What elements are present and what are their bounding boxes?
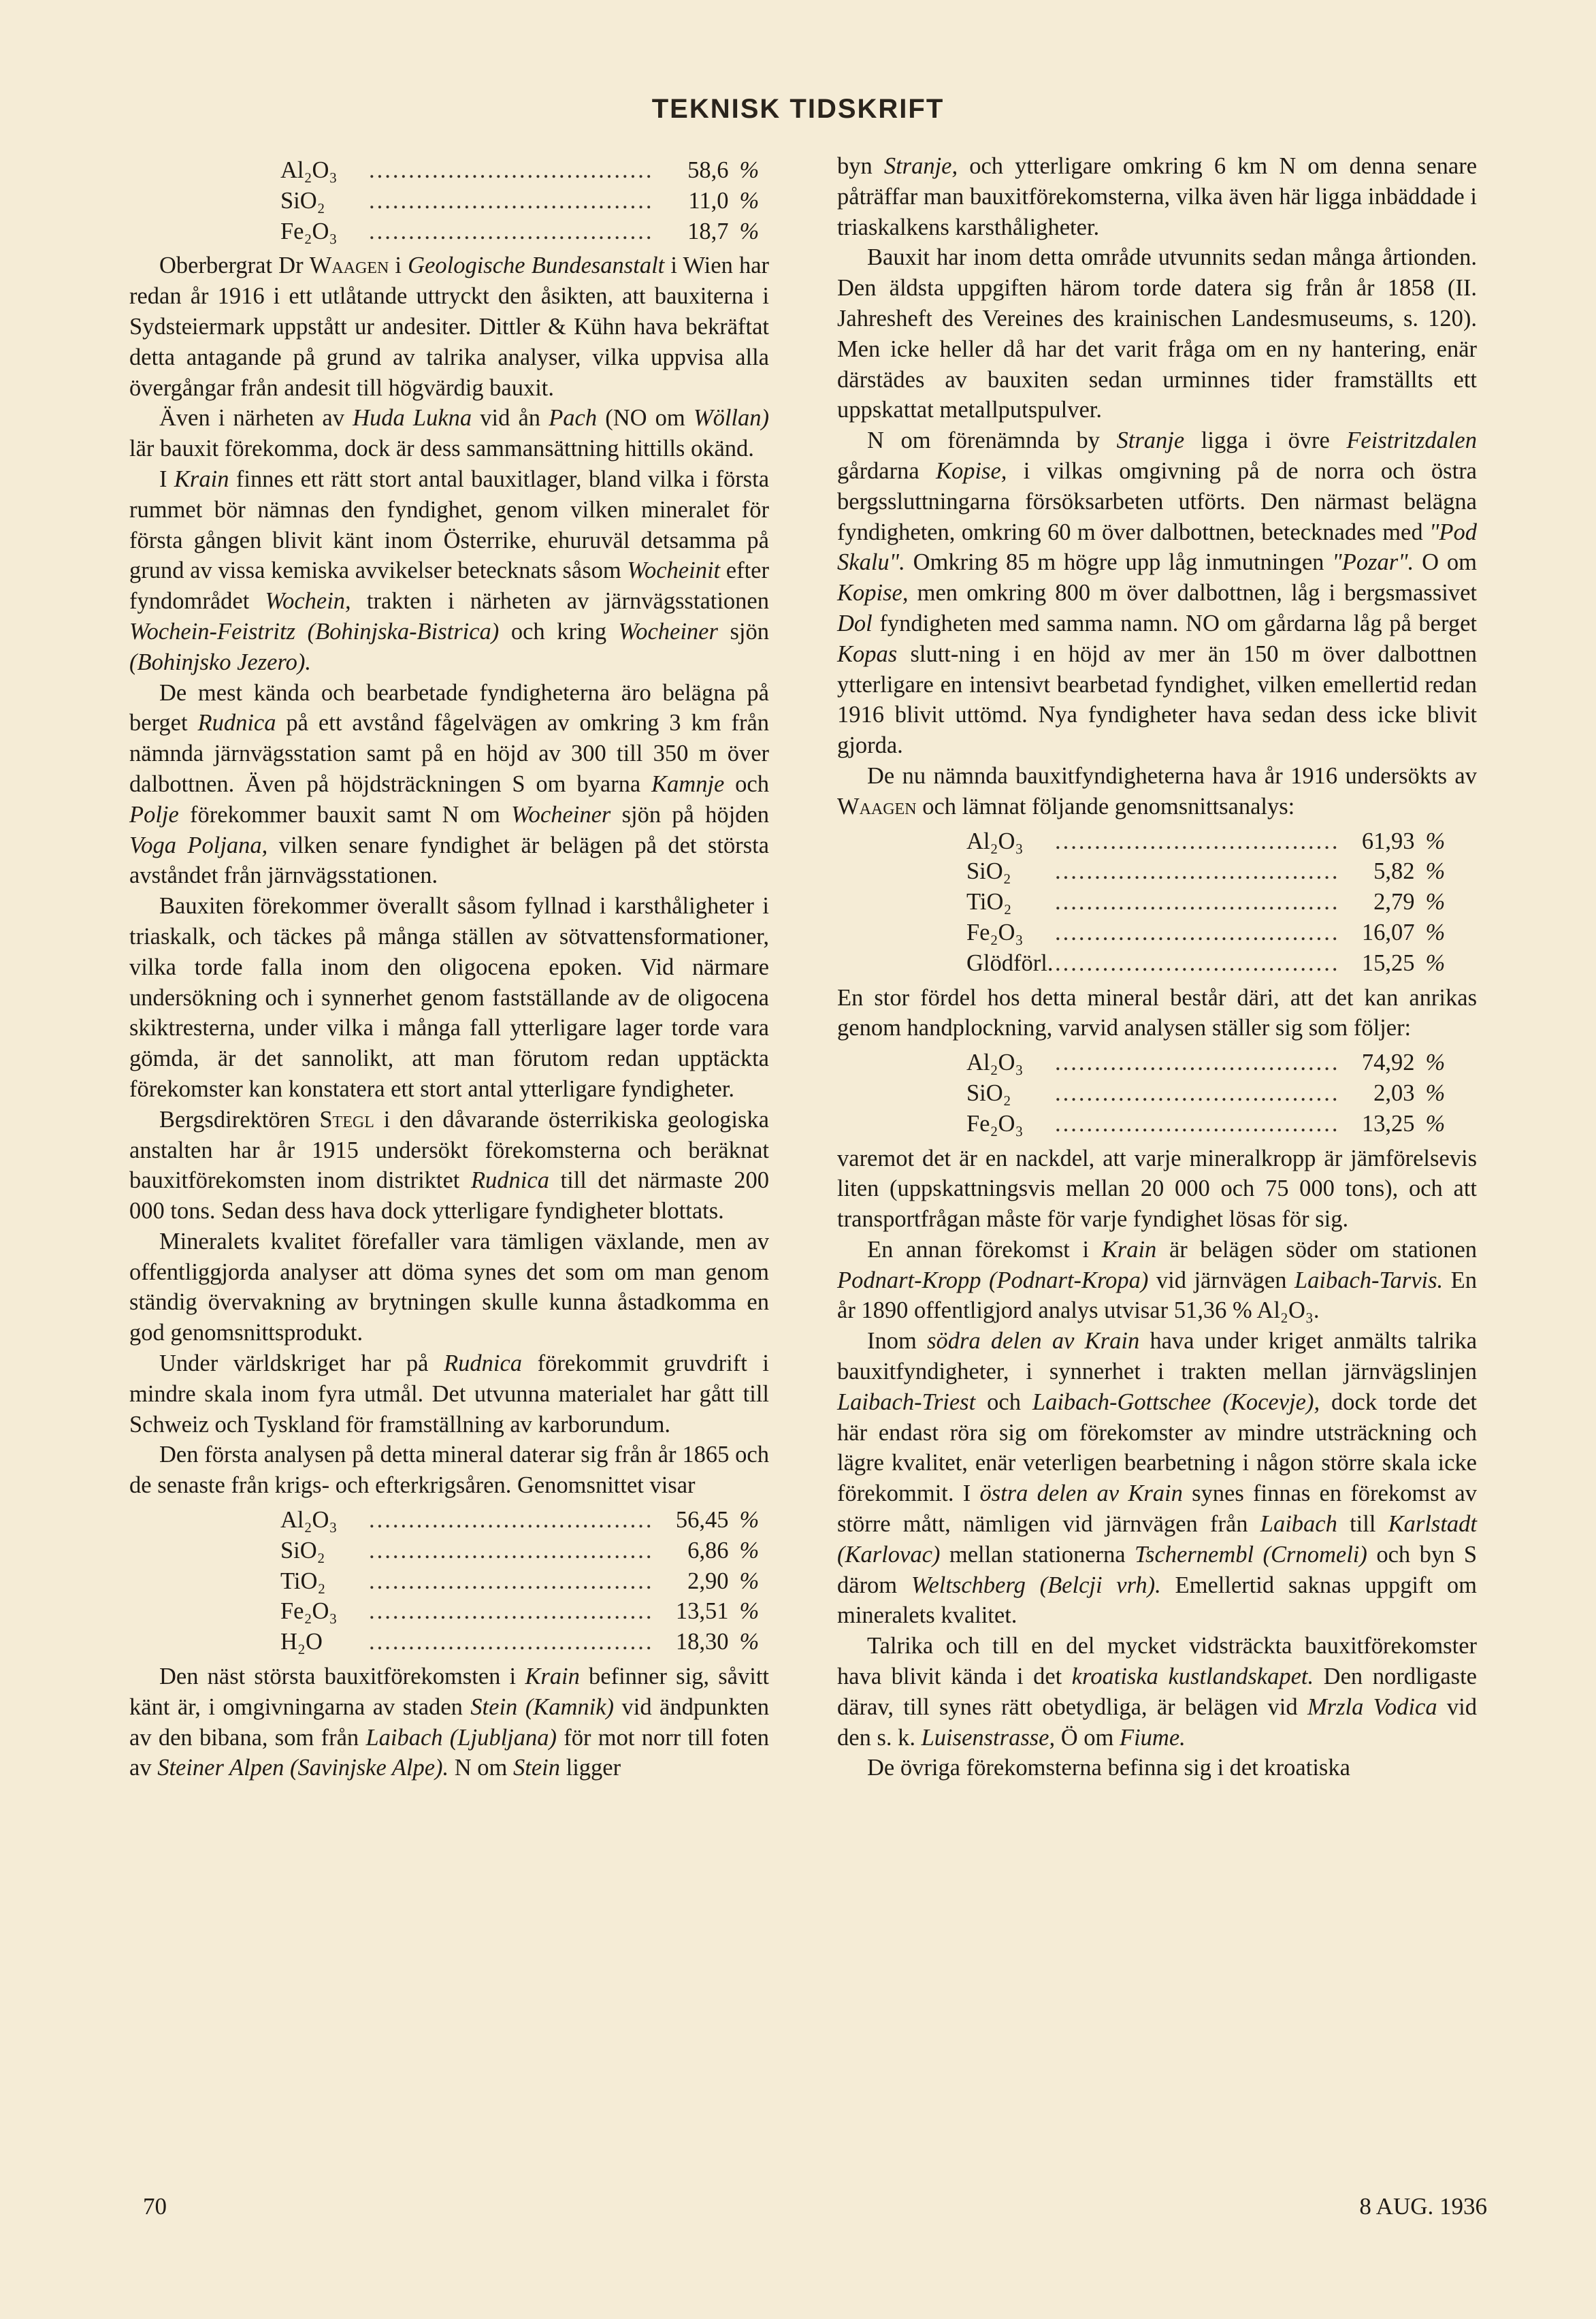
paragraph-karst-occurrence: Bauxiten förekommer överallt såsom fyllnad i karsthåligheter i triaskalk, och täckes på många ställen av sötvattensformationer, vilka torde falla inom den oligocena epoken. Vid närmare undersökning och i synnerhet genom fastställande av de oligocena skiktresterna, under vilka i många fall ytterligare lager torde vara gömda, är det sannolikt, att man förutom redan upptäckta förekomster kan konstatera ett stort antal ytterligare fyndigheter. [129, 893, 769, 1102]
analysis-row [280, 216, 767, 247]
analysis-row [966, 1109, 1453, 1139]
paragraph-stegl-estimate: Bergsdirektören Stegl i den dåvarande österrikiska geologiska anstalten har år 1915 undersökt förekomsterna och beräknat bauxitförekomsten inom distriktet Rudnica till det närmaste 200 000 tons. Sedan dess hava dock ytterligare fyndigheter blottats. [129, 1106, 769, 1225]
leader-dots [1055, 1078, 1340, 1109]
compound-label: Al₂O₃ [966, 1050, 1024, 1076]
analysis-row [966, 887, 1453, 918]
analysis-value: 2,03 [1373, 1080, 1415, 1106]
percent-unit: % [1425, 858, 1446, 885]
leader-dots [369, 1566, 654, 1597]
analysis-row [966, 826, 1453, 857]
paragraph-feistritz-kopise: N om förenämnda by Stranje ligga i övre Feistritzdalen gårdarna Kopise, i vilkas omgivning på de norra och östra bergssluttningarna försöksarbeten utförts. Den närmast belägna fyndigheten, omkring 60 m över dalbottnen, betecknades med "Pod Skalu". Omkring 85 m högre upp låg inmutningen "Pozar". O om Kopise, men omkring 800 m över dalbottnen, låg i bergsmassivet Dol fyndigheten med samma namn. NO om gårdarna låg på berget Kopas slutt-ning i en höjd av mer än 150 m över dalbottnen ytterligare en intensivt bearbetad fyndighet, vilken emellertid redan 1916 blivit uttömd. Nya fyndigheter hava sedan dess icke blivit gjorda. [837, 427, 1477, 759]
leader-dots [1055, 856, 1340, 887]
analysis-row [966, 856, 1453, 887]
analysis-row [280, 1627, 767, 1657]
percent-unit: % [1425, 1050, 1446, 1076]
left-column [129, 151, 769, 1783]
percent-unit: % [1425, 889, 1446, 915]
paragraph-croatian-coast: Talrika och till en del mycket vidsträckta bauxitförekomster hava blivit kända i det kroatiska kustlandskapet. Den nordligaste därav, till synes rätt obetydliga, är belägen vid Mrzla Vodica vid den s. k. Luisenstrasse, Ö om Fiume. [837, 1633, 1477, 1751]
compound-label: Al₂O₃ [280, 157, 338, 183]
leader-dots [369, 1536, 654, 1566]
compound-label: TiO₂ [966, 889, 1012, 915]
leader-dots [369, 216, 654, 247]
analysis-value: 6,86 [687, 1537, 729, 1563]
leader-dots [1055, 826, 1340, 857]
percent-unit: % [739, 218, 760, 244]
percent-unit: % [739, 1598, 760, 1625]
percent-unit: % [739, 1537, 760, 1563]
compound-label: TiO₂ [280, 1568, 326, 1594]
paragraph-mineral-quality: Mineralets kvalitet förefaller vara tämligen växlande, men av offentliggjorda analyser att döma synes det som om man genom ständig övervakning av brytningen skulle kunna åstadkomma en god genomsnittsprodukt. [129, 1228, 769, 1346]
leader-dots [1055, 918, 1340, 948]
leader-dots [1055, 948, 1340, 979]
analysis-table-rudnica [280, 1505, 767, 1657]
analysis-value: 5,82 [1373, 858, 1415, 885]
percent-unit: % [739, 1507, 760, 1534]
percent-unit: % [1425, 950, 1446, 976]
percent-unit: % [739, 1568, 760, 1594]
analysis-row [280, 155, 767, 186]
percent-unit: % [1425, 1110, 1446, 1137]
analysis-value: 13,51 [675, 1598, 729, 1625]
paragraph-waagen-1916: De nu nämnda bauxitfyndigheterna hava år 1916 undersökts av Waagen och lämnat följande genomsnittsanalys: [837, 762, 1477, 820]
percent-unit: % [1425, 828, 1446, 854]
percent-unit: % [739, 157, 760, 183]
leader-dots [369, 1505, 654, 1536]
paragraph-croatian-remaining: De övriga förekomsterna befinna sig i det kroatiska [867, 1755, 1350, 1781]
leader-dots [1055, 887, 1340, 918]
compound-label: Fe₂O₃ [280, 1598, 338, 1625]
leader-dots [1055, 1048, 1340, 1078]
analysis-value: 74,92 [1361, 1050, 1415, 1076]
analysis-value: 16,07 [1361, 919, 1415, 945]
leader-dots [369, 1596, 654, 1627]
paragraph-history-1858: Bauxit har inom detta område utvunnits sedan många årtionden. Den äldsta uppgiften härom torde datera sig från år 1858 (II. Jahresheft des Vereines des krainischen Landesmuseums, s. 120). Men icke heller då har det varit fråga om en ny hantering, enär därstädes av bauxiten sedan urminnes tider framställts ett uppskattat metallputspulver. [837, 244, 1477, 423]
compound-label: Al₂O₃ [966, 828, 1024, 854]
analysis-table-feistritz [966, 826, 1453, 979]
analysis-table-handpicked [966, 1048, 1453, 1139]
percent-unit: % [1425, 919, 1446, 945]
compound-label: Glödförl. [966, 950, 1054, 976]
compound-label: SiO₂ [966, 858, 1011, 885]
analysis-row [280, 1505, 767, 1536]
issue-date: 8 AUG. 1936 [1359, 2193, 1487, 2220]
analysis-value: 56,45 [675, 1507, 729, 1534]
paragraph-huda-lukna: Även i närheten av Huda Lukna vid ån Pach (NO om Wöllan) lär bauxit förekomma, dock är dess sammansättning hittills okänd. [129, 405, 770, 462]
analysis-row [280, 1566, 767, 1597]
percent-unit: % [1425, 1080, 1446, 1106]
analysis-row [280, 1596, 767, 1627]
analysis-value: 2,79 [1373, 889, 1415, 915]
percent-unit: % [739, 187, 760, 214]
compound-label: H₂O [280, 1629, 323, 1655]
paragraph-stein-kamnik: Den näst största bauxitförekomsten i Krain befinner sig, såvitt känt är, i omgivningarna av staden Stein (Kamnik) vid ändpunkten av den bibana, som från Laibach (Ljubljana) för mot norr till foten av Steiner Alpen (Savinjske Alpe). N om Stein ligger [129, 1664, 770, 1781]
paragraph-krain-wocheinit: I Krain finnes ett rätt stort antal bauxitlager, bland vilka i första rummet bör nämnas den fyndighet, genom vilken mineralet för första gången blivit känt inom Österrike, ehuruväl detsamma på grund av vissa kemiska avvikelser betecknats såsom Wocheinit efter fyndområdet Wochein, trakten i närheten av järnvägsstationen Wochein-Feistritz (Bohinjska-Bistrica) och kring Wocheiner sjön (Bohinjsko Jezero). [129, 466, 770, 675]
compound-label: SiO₂ [966, 1080, 1011, 1106]
analysis-table-first [280, 155, 767, 246]
paragraph-world-war: Under världskriget har på Rudnica förekommit gruvdrift i mindre skala inom fyra utmål. Det utvunna materialet har gått till Schweiz och Tyskland för framställning av karborundum. [129, 1350, 769, 1438]
analysis-value: 11,0 [688, 187, 729, 214]
paragraph-handpicking: En stor fördel hos detta mineral består däri, att det kan anrikas genom handplockning, varvid analysen ställer sig som följer: [837, 984, 1477, 1041]
analysis-row [280, 186, 767, 216]
leader-dots [369, 186, 654, 216]
compound-label: Fe₂O₃ [966, 919, 1024, 945]
analysis-row [966, 918, 1453, 948]
paragraph-southern-krain: Inom södra delen av Krain hava under kriget anmälts talrika bauxitfyndigheter, i synnerhet i trakten mellan järnvägslinjen Laibach-Triest och Laibach-Gottschee (Kocevje), dock torde det här endast röra sig om förekomster av mindre utsträckning och lägre kvalitet, enär veterligen bearbetning i någon större skala icke förekommit. I östra delen av Krain synes finnas en förekomst av större mått, nämligen vid järnvägen från Laibach till Karlstadt (Karlovac) mellan stationerna Tschernembl (Crnomeli) och byn S därom Weltschberg (Belcji vrh). Emellertid saknas uppgift om mineralets kvalitet. [837, 1328, 1478, 1629]
compound-label: Fe₂O₃ [966, 1110, 1024, 1137]
page-number: 70 [143, 2193, 167, 2220]
paragraph-stranje: byn Stranje, och ytterligare omkring 6 km N om denna senare påträffar man bauxitförekomsterna, vilka även här ligga inbäddade i triaskalkens karsthåligheter. [837, 153, 1478, 240]
percent-unit: % [739, 1629, 760, 1655]
analysis-value: 2,90 [687, 1568, 729, 1594]
analysis-value: 15,25 [1361, 950, 1415, 976]
paragraph-waagen-andesit: Oberbergrat Dr Waagen i Geologische Bundesanstalt i Wien har redan år 1916 i ett utlåtande uttryckt den åsikten, att bauxiterna i Sydsteiermark uppstått ur andesiter. Dittler & Kühn hava bekräftat detta antagande på grund av talrika analyser, vilka uppvisa alla övergångar från andesit till högvärdig bauxit. [129, 253, 770, 401]
analysis-value: 58,6 [687, 157, 729, 183]
analysis-value: 61,93 [1361, 828, 1415, 854]
analysis-row [966, 1048, 1453, 1078]
paragraph-first-analysis: Den första analysen på detta mineral daterar sig från år 1865 och de senaste från krigs- och efterkrigsåren. Genomsnittet visar [129, 1442, 769, 1499]
compound-label: SiO₂ [280, 187, 325, 214]
analysis-value: 18,7 [687, 218, 729, 244]
paragraph-disadvantage: varemot det är en nackdel, att varje mineralkropp är jämförelsevis liten (uppskattningsvis mellan 20 000 och 75 000 tons), och att transportfrågan måste för varje fyndighet lösas för sig. [837, 1145, 1477, 1233]
analysis-row [966, 1078, 1453, 1109]
analysis-value: 13,25 [1361, 1110, 1415, 1137]
paragraph-podnart-kropp: En annan förekomst i Krain är belägen söder om stationen Podnart-Kropp (Podnart-Kropa) vid järnvägen Laibach-Tarvis. En år 1890 offentligjord analys utvisar 51,36 % Al₂O₃. [837, 1236, 1478, 1324]
leader-dots [369, 1627, 654, 1657]
analysis-row [966, 948, 1453, 979]
analysis-row [280, 1536, 767, 1566]
leader-dots [369, 155, 654, 186]
leader-dots [1055, 1109, 1340, 1139]
masthead: TEKNISK TIDSKRIFT [651, 94, 945, 124]
paragraph-rudnica-deposits: De mest kända och bearbetade fyndigheterna äro belägna på berget Rudnica på ett avstånd fågelvägen av omkring 3 km från nämnda järnvägsstation samt på en höjd av 300 till 350 m över dalbottnen. Även på höjdsträckningen S om byarna Kamnje och Polje förekommer bauxit samt N om Wocheiner sjön på höjden Voga Poljana, vilken senare fyndighet är belägen på det största avståndet från järnvägsstationen. [129, 679, 770, 889]
right-column [837, 151, 1477, 1783]
analysis-value: 18,30 [675, 1629, 729, 1655]
compound-label: SiO₂ [280, 1537, 325, 1563]
compound-label: Al₂O₃ [280, 1507, 338, 1534]
compound-label: Fe₂O₃ [280, 218, 338, 244]
